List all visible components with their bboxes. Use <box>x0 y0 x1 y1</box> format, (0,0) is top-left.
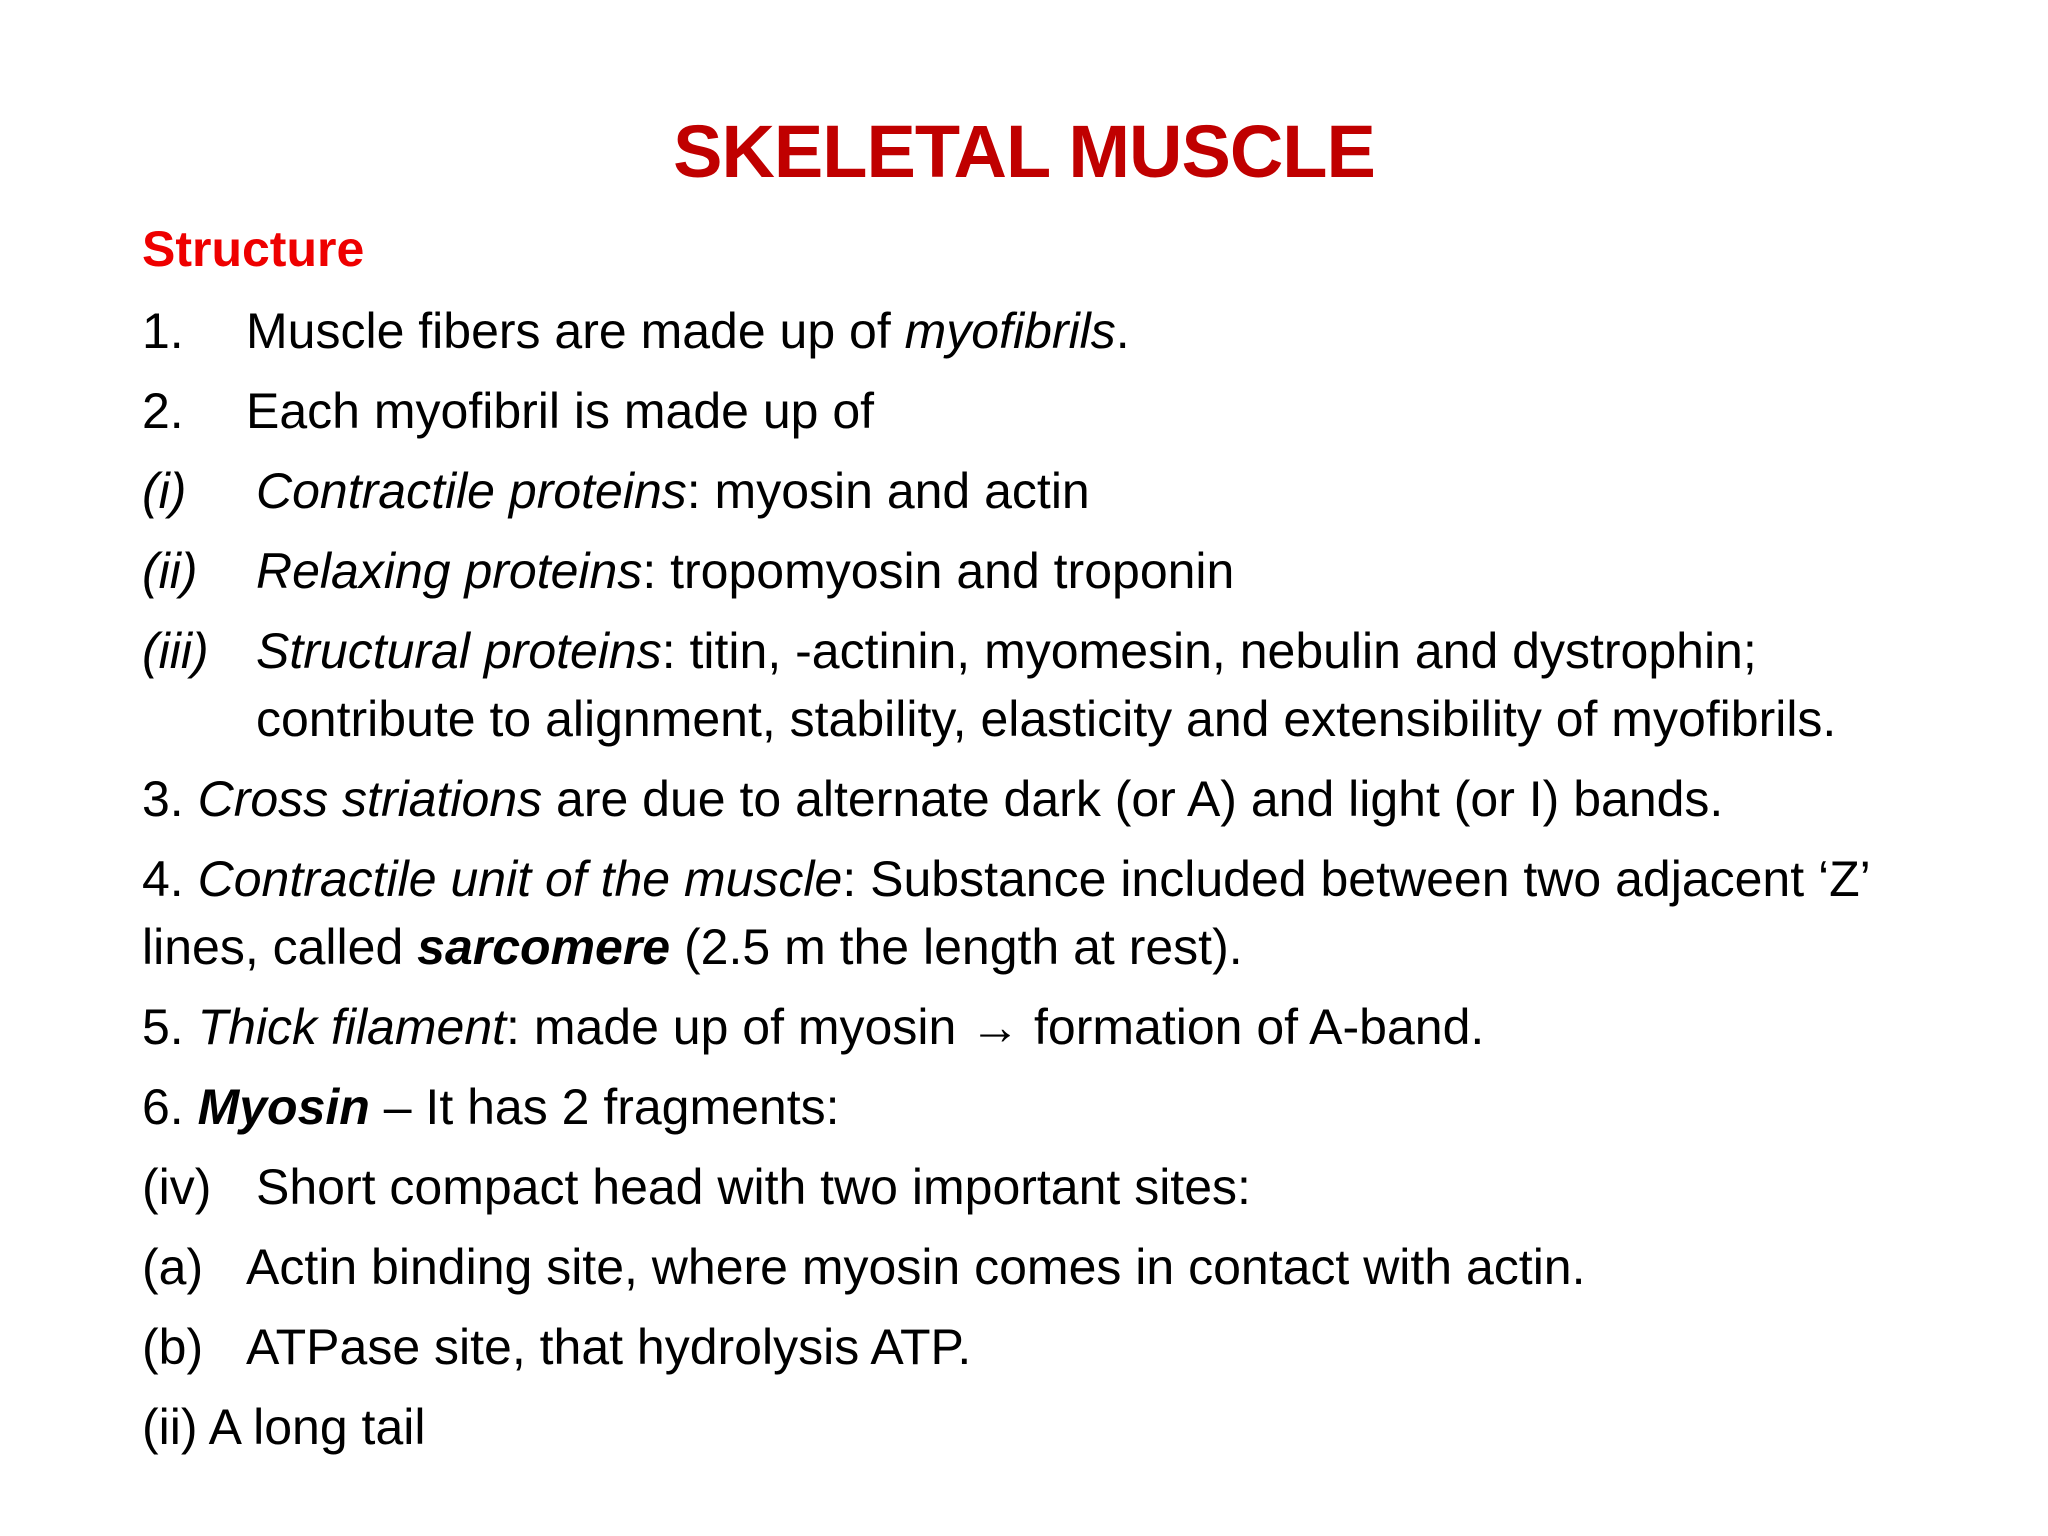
slide-title: SKELETAL MUSCLE <box>673 110 1375 193</box>
list-item <box>142 1394 425 1460</box>
item-text: (ii) A long tail <box>142 1399 426 1455</box>
list-item <box>142 538 1234 604</box>
item-italic: Thick filament <box>197 999 507 1055</box>
item-text: : myosin and actin <box>686 463 1090 519</box>
item-number: 2. <box>142 383 184 439</box>
item-italic: Cross striations <box>197 771 543 827</box>
list-item <box>142 766 1723 832</box>
item-text: ATPase site, that hydrolysis ATP. <box>246 1319 972 1375</box>
item-number: 3. <box>142 771 198 827</box>
list-item <box>142 1154 1251 1220</box>
item-italic: Contractile unit of the muscle <box>197 851 843 907</box>
list-item <box>142 298 1130 364</box>
section-heading: Structure <box>142 221 365 277</box>
list-item-continuation <box>142 914 1243 980</box>
item-text: lines, called <box>142 919 418 975</box>
item-end: . <box>1115 303 1130 359</box>
item-number: (iv) <box>142 1159 212 1215</box>
item-number: (iii) <box>142 623 209 679</box>
item-italic: myofibrils <box>904 303 1116 359</box>
list-item <box>142 846 1871 912</box>
item-italic: Contractile proteins <box>256 463 687 519</box>
item-text: : tropomyosin and troponin <box>642 543 1235 599</box>
item-number: (b) <box>142 1319 204 1375</box>
item-number: (a) <box>142 1239 204 1295</box>
item-text: (2.5 m the length at rest). <box>670 919 1243 975</box>
item-text: : titin, -actinin, myomesin, nebulin and dystrophin; <box>661 623 1757 679</box>
list-item <box>142 1074 840 1140</box>
item-italic: Structural proteins <box>256 623 662 679</box>
item-text: : made up of myosin → formation of A-band. <box>506 999 1485 1055</box>
item-number: (ii) <box>142 543 198 599</box>
list-item <box>142 458 1090 524</box>
item-italic: Relaxing proteins <box>256 543 643 599</box>
item-number: 4. <box>142 851 198 907</box>
list-item <box>142 1314 971 1380</box>
list-item <box>142 618 1757 684</box>
item-number: (i) <box>142 463 187 519</box>
list-item <box>142 994 1484 1060</box>
item-number: 1. <box>142 303 184 359</box>
item-text: are due to alternate dark (or A) and light (or I) bands. <box>542 771 1724 827</box>
item-text: Each myofibril is made up of <box>246 383 875 439</box>
list-item <box>142 378 874 444</box>
item-continuation: contribute to alignment, stability, elasticity and extensibility of myofibrils. <box>256 691 1837 747</box>
item-bold-italic: Myosin <box>197 1079 370 1135</box>
item-text: Actin binding site, where myosin comes in contact with actin. <box>246 1239 1586 1295</box>
item-text: Muscle fibers are made up of <box>246 303 905 359</box>
item-number: 5. <box>142 999 198 1055</box>
item-bold-italic: sarcomere <box>417 919 671 975</box>
item-text: Short compact head with two important sites: <box>256 1159 1251 1215</box>
item-number: 6. <box>142 1079 198 1135</box>
list-item <box>142 1234 1586 1300</box>
item-text: : Substance included between two adjacent ‘Z’ <box>842 851 1871 907</box>
item-text: – It has 2 fragments: <box>369 1079 840 1135</box>
